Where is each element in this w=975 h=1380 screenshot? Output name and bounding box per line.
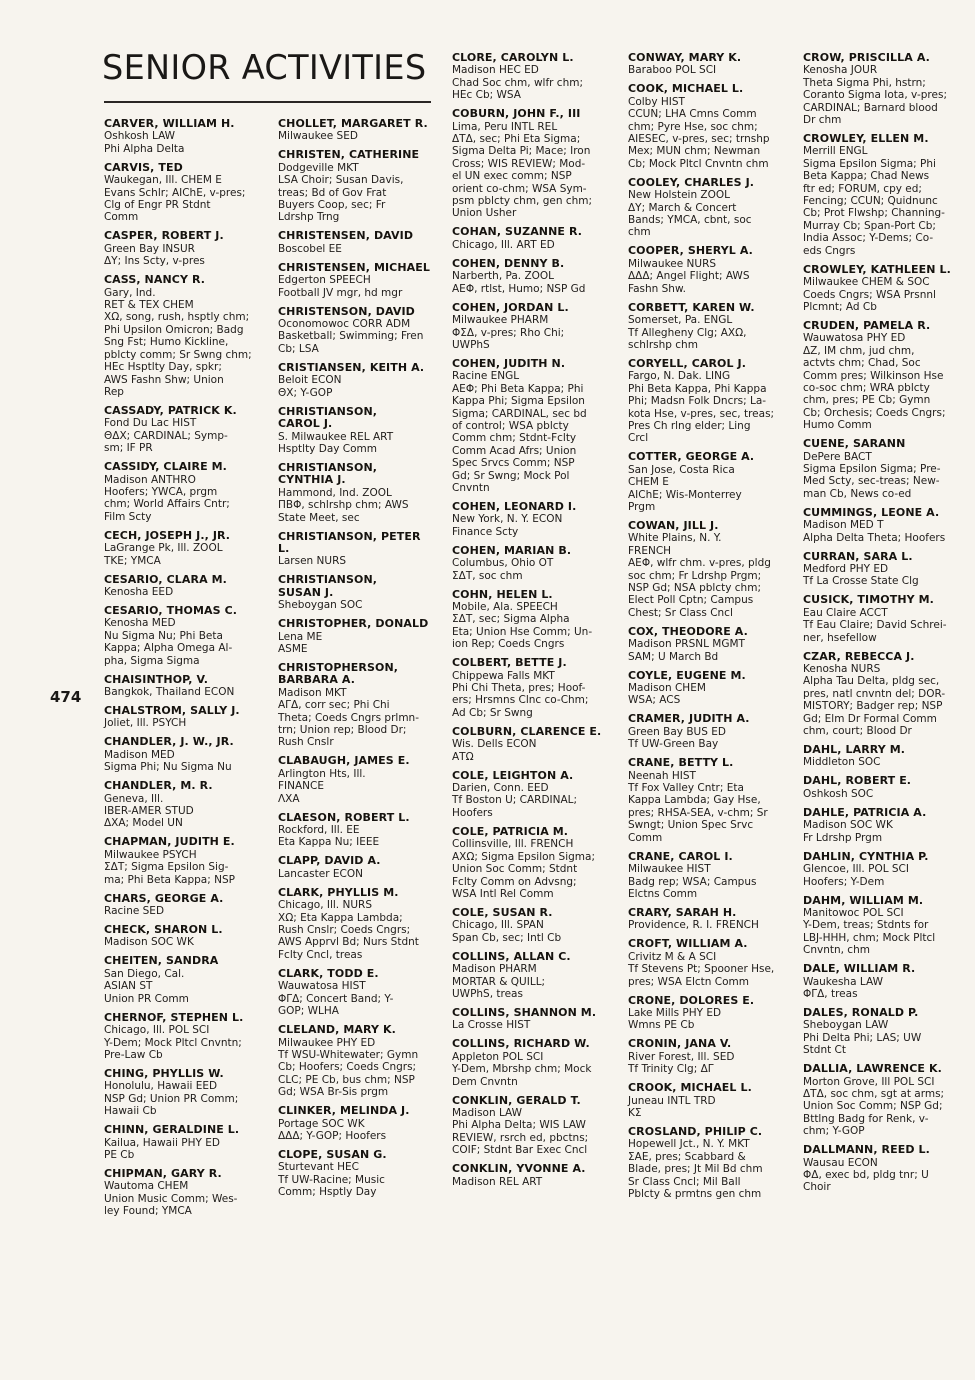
senior-name: CROWLEY, KATHLEEN L. [803, 262, 951, 276]
senior-entry [104, 780, 260, 830]
senior-name: COHEN, JORDAN L. [452, 300, 569, 314]
senior-entry [104, 162, 260, 224]
senior-name: CHRISTENSEN, DAVID [278, 229, 414, 243]
senior-activities-text: Sheboygan SOC [278, 599, 363, 612]
senior-entry [278, 755, 435, 805]
senior-entry [452, 108, 609, 220]
senior-activities-text: Beloit ECON ΘΧ; Y-GOP [278, 374, 342, 399]
column-2 [278, 118, 435, 1205]
senior-activities-text: Madison ANTHRO Hoofers; YWCA, prgm chm; World Affairs Cntr; Film Scty [104, 473, 230, 523]
senior-name: CLORE, CAROLYN L. [452, 51, 574, 64]
senior-activities-text: Madison REL ART [452, 1175, 543, 1188]
senior-activities-text: Sturtevant HEC Tf UW-Racine; Music Comm; Hsptly Day [278, 1161, 385, 1199]
senior-entry [104, 1012, 260, 1062]
senior-entry [628, 995, 785, 1032]
senior-entry [628, 358, 785, 445]
senior-name: DALLMANN, REED L. [803, 1143, 930, 1157]
senior-name: CONWAY, MARY K. [628, 51, 742, 64]
senior-activities-text: Chippewa Falls MKT Phi Chi Theta, pres; Hoof- ers; Hrsmns Clnc co-Chm; Ad Cb; Sr Swng [452, 669, 589, 719]
senior-entry [628, 907, 785, 932]
senior-entry [278, 855, 435, 880]
senior-name: DAHM, WILLIAM M. [803, 893, 924, 907]
column-4 [628, 52, 785, 1207]
senior-entry [803, 594, 960, 644]
senior-activities-text: Medford PHY ED Tf La Crosse State Clg [803, 563, 919, 588]
senior-name: CORBETT, KAREN W. [628, 300, 755, 314]
senior-entry [628, 1126, 785, 1200]
senior-entry [278, 1149, 435, 1199]
senior-entry [104, 605, 260, 667]
senior-name: DAHL, LARRY M. [803, 743, 906, 757]
senior-name: CHRISTIANSON, SUSAN J. [278, 573, 378, 599]
senior-name: COYLE, EUGENE M. [628, 668, 746, 682]
senior-name: CZAR, REBECCA J. [803, 649, 915, 663]
senior-activities-text: San Diego, Cal. ASIAN ST Union PR Comm [104, 967, 189, 1005]
senior-name: CRISTIANSEN, KEITH A. [278, 360, 425, 374]
senior-activities-text: River Forest, Ill. SED Tf Trinity Clg; ΔΓ [628, 1050, 735, 1076]
senior-activities-text: Mobile, Ala. SPEECH ΣΔΤ, sec; Sigma Alpha Eta; Union Hse Comm; Un- ion Rep; Coeds Cngrs [452, 601, 593, 651]
senior-activities-text: Morton Grove, Ill POL SCI ΔΤΔ, soc chm, sgt at arms; Union Soc Comm; NSP Gd; Bttlng Badg for Renk, v- chm; Y-GOP [803, 1075, 945, 1138]
senior-entry [803, 438, 960, 500]
senior-activities-text: Baraboo POL SCI [628, 64, 717, 77]
senior-activities-text: Wautoma CHEM Union Music Comm; Wes- ley Found; YMCA [104, 1180, 238, 1218]
senior-activities-text: Milwaukee CHEM & SOC Coeds Cngrs; WSA Prsnnl Plcmnt; Ad Cb [803, 276, 936, 313]
senior-activities-text: Chicago, Ill. SPAN Span Cb, sec; Intl Cb [452, 919, 562, 944]
senior-activities-text: Juneau INTL TRD ΚΣ [628, 1094, 716, 1119]
senior-activities-text: Narberth, Pa. ZOOL ΑΕΦ, rtlst, Humo; NSP Gd [452, 270, 586, 295]
senior-activities-text: Manitowoc POL SCI Y-Dem, treas; Stdnts for LBJ-HHH, chm; Mock Pltcl Cnvntn, chm [803, 906, 936, 957]
senior-entry [628, 1082, 785, 1119]
senior-name: CHRISTIANSON, PETER L. [278, 529, 421, 555]
senior-entry [104, 574, 260, 599]
senior-entry [452, 226, 609, 251]
senior-name: COOK, MICHAEL L. [628, 82, 744, 96]
senior-activities-text: DePere BACT Sigma Epsilon Sigma; Pre- Med Scty, sec-treas; New- man Cb, News co-ed [803, 450, 941, 500]
senior-entry [628, 626, 785, 663]
senior-name: CHRISTIANSON, CYNTHIA J. [278, 460, 378, 487]
senior-activities-text: Waukesha LAW ΦΓΔ, treas [803, 975, 883, 1000]
senior-activities-text: Bangkok, Thailand ECON [104, 686, 235, 698]
senior-entry [278, 968, 435, 1018]
senior-activities-text: Milwaukee NURS ΔΔΔ; Angel Flight; AWS Fashn Shw. [628, 257, 750, 295]
senior-activities-text: Boscobel EE [278, 242, 342, 255]
senior-entry [278, 574, 435, 611]
senior-name: CECH, JOSEPH J., JR. [104, 528, 231, 542]
senior-name: CRARY, SARAH H. [628, 905, 737, 919]
senior-entry [104, 893, 260, 918]
senior-entry [803, 52, 960, 126]
senior-name: CUSICK, TIMOTHY M. [803, 593, 934, 607]
senior-name: CUENE, SARANN [803, 437, 906, 451]
title-rule [104, 101, 431, 103]
senior-name: COLLINS, RICHARD W. [452, 1037, 590, 1051]
senior-entry [628, 245, 785, 295]
senior-name: CROFT, WILLIAM A. [628, 937, 748, 951]
senior-name: DAHLE, PATRICIA A. [803, 805, 927, 819]
senior-activities-text: Kailua, Hawaii PHY ED PE Cb [104, 1136, 220, 1161]
senior-activities-text: Green Bay BUS ED Tf UW-Green Bay [628, 725, 726, 751]
senior-name: DALES, RONALD P. [803, 1005, 919, 1019]
senior-entry [104, 1124, 260, 1161]
senior-name: COX, THEODORE A. [628, 624, 748, 638]
senior-activities-text: Wauwatosa PHY ED ΔΖ, IM chm, jud chm, actvts chm; Chad, Soc Comm pres; Wilkinson Hse co-soc chm; WRA pblcty chm, pres; PE Cb; Gymn Cb; Orchesis; Coeds Cngrs; Humo Comm [803, 332, 946, 432]
senior-entry [104, 530, 260, 567]
senior-activities-text: Arlington Hts, Ill. FINANCE ΛΧΑ [278, 767, 366, 805]
senior-name: CLELAND, MARY K. [278, 1023, 396, 1037]
senior-entry [803, 133, 960, 257]
senior-name: COHEN, MARIAN B. [452, 543, 572, 557]
senior-name: CRONIN, JANA V. [628, 1037, 732, 1051]
senior-activities-text: Dodgeville MKT LSA Choir; Susan Davis, treas; Bd of Gov Frat Buyers Coop, sec; Fr Ldrshp Trng [278, 161, 404, 224]
senior-name: COHEN, LEONARD I. [452, 499, 577, 513]
senior-entry [278, 812, 435, 849]
senior-name: COTTER, GEORGE A. [628, 450, 755, 464]
senior-activities-text: Lancaster ECON [278, 867, 363, 880]
senior-entry [278, 1105, 435, 1142]
senior-activities-text: Chicago, Ill. POL SCI Y-Dem; Mock Pltcl Cnvntn; Pre-Law Cb [104, 1024, 242, 1061]
senior-entry [452, 302, 609, 352]
senior-entry [452, 501, 609, 538]
senior-entry [452, 1095, 609, 1157]
senior-entry [628, 938, 785, 988]
senior-activities-text: Madison PHARM MORTAR & QUILL; UWPhS, treas [452, 963, 546, 1000]
senior-activities-text: Middleton SOC [803, 756, 881, 769]
senior-name: COBURN, JOHN F., III [452, 107, 581, 121]
senior-entry [104, 836, 260, 886]
senior-activities-text: Waukegan, Ill. CHEM E Evans Schlr; AIChE, v-pres; Clg of Engr PR Stdnt Comm [104, 174, 246, 224]
senior-entry [628, 757, 785, 844]
senior-entry [452, 726, 609, 763]
senior-name: COLE, SUSAN R. [452, 905, 553, 919]
senior-name: CESARIO, CLARA M. [104, 572, 227, 586]
senior-activities-text: Madison LAW Phi Alpha Delta; WIS LAW REVIEW, rsrch ed, pbctns; COIF; Stdnt Bar Exec Cncl [452, 1106, 589, 1157]
senior-name: COLE, PATRICIA M. [452, 824, 569, 838]
senior-activities-text: Milwaukee PSYCH ΣΔΤ; Sigma Epsilon Sig- ma; Phi Beta Kappa; NSP [104, 848, 235, 886]
senior-activities-text: Neenah HIST Tf Fox Valley Cntr; Eta Kappa Lambda; Gay Hse, pres; RHSA-SEA, v-chm; Sr Swngt; Union Spec Srvc Comm [628, 769, 768, 844]
senior-activities-text: White Plains, N. Y. FRENCH ΑΕΦ, wlfr chm. v-pres, pldg soc chm; Fr Ldrshp Prgm; NSP Gd; NSA pblcty chm; Elect Poll Cptn; Campus Chest; Sr Class Cncl [628, 532, 771, 619]
senior-name: CARVER, WILLIAM H. [104, 117, 235, 130]
senior-activities-text: Collinsville, Ill. FRENCH ΑΧΩ; Sigma Epsilon Sigma; Union Soc Comm; Stdnt Fclty Comm on Advsng; WSA Intl Rel Comm [452, 838, 595, 900]
senior-name: COHEN, DENNY B. [452, 256, 565, 270]
senior-entry [278, 662, 435, 749]
senior-name: CHRISTENSEN, MICHAEL [278, 260, 430, 274]
senior-name: CLOPE, SUSAN G. [278, 1147, 387, 1161]
senior-name: COOLEY, CHARLES J. [628, 175, 755, 189]
senior-name: CRUDEN, PAMELA R. [803, 318, 931, 332]
senior-name: DALE, WILLIAM R. [803, 962, 916, 976]
senior-entry [278, 262, 435, 299]
senior-name: CASPER, ROBERT J. [104, 229, 224, 243]
senior-entry [628, 52, 785, 77]
senior-activities-text: Chicago, Ill. ART ED [452, 238, 555, 251]
senior-activities-text: Crivitz M & A SCI Tf Stevens Pt; Spooner Hse, pres; WSA Elctn Comm [628, 950, 775, 988]
senior-entry [628, 713, 785, 750]
senior-activities-text: Wausau ECON ΦΔ, exec bd, pldg tnr; U Choir [803, 1156, 929, 1194]
senior-entry [104, 705, 260, 730]
senior-entry [278, 531, 435, 568]
senior-entry [803, 1063, 960, 1137]
senior-activities-text: New York, N. Y. ECON Finance Scty [452, 513, 563, 538]
senior-name: CONKLIN, GERALD T. [452, 1093, 581, 1107]
senior-name: CHRISTOPHERSON, BARBARA A. [278, 660, 399, 687]
senior-name: DALLIA, LAWRENCE K. [803, 1062, 942, 1076]
senior-name: CLINKER, MELINDA J. [278, 1104, 410, 1118]
senior-entry [803, 551, 960, 588]
senior-entry [278, 887, 435, 961]
senior-activities-text: La Crosse HIST [452, 1019, 531, 1032]
senior-entry [278, 306, 435, 356]
page-title: SENIOR ACTIVITIES [102, 48, 427, 87]
senior-name: CASSADY, PATRICK K. [104, 403, 237, 417]
page-number: 474 [50, 688, 82, 706]
senior-name: CROOK, MICHAEL L. [628, 1081, 752, 1095]
senior-activities-text: Green Bay INSUR ΔΥ; Ins Scty, v-pres [104, 242, 205, 268]
senior-name: CASS, NANCY R. [104, 273, 205, 287]
senior-name: CHANDLER, M. R. [104, 779, 213, 793]
senior-name: CLARK, PHYLLIS M. [278, 885, 399, 899]
senior-activities-text: Darien, Conn. EED Tf Boston U; CARDINAL; Hoofers [452, 782, 578, 819]
senior-activities-text: Racine SED [104, 905, 165, 918]
senior-name: CASSIDY, CLAIRE M. [104, 460, 227, 474]
senior-activities-text: Madison MED Sigma Phi; Nu Sigma Nu [104, 748, 232, 774]
senior-activities-text: Colby HIST CCUN; LHA Cmns Comm chm; Pyre Hse, soc chm; AIESEC, v-pres, sec; trnshp Mex; MUN chm; Newman Cb; Mock Pltcl Cnvntn chm [628, 95, 770, 170]
senior-entry [628, 1038, 785, 1075]
senior-entry [278, 462, 435, 524]
senior-entry [452, 358, 609, 494]
senior-activities-text: Appleton POL SCI Y-Dem, Mbrshp chm; Mock Dem Cnvntn [452, 1050, 592, 1088]
senior-entry [803, 264, 960, 314]
senior-name: CHRISTENSON, DAVID [278, 304, 415, 318]
senior-entry [803, 807, 960, 844]
senior-name: CHEITEN, SANDRA [104, 954, 219, 968]
senior-entry [104, 461, 260, 523]
senior-entry [803, 651, 960, 738]
senior-name: CHECK, SHARON L. [104, 923, 223, 937]
senior-name: CHANDLER, J. W., JR. [104, 735, 234, 749]
senior-activities-text: Oshkosh LAW Phi Alpha Delta [104, 130, 185, 155]
senior-entry [452, 826, 609, 900]
senior-name: COLLINS, SHANNON M. [452, 1005, 597, 1019]
senior-name: CONKLIN, YVONNE A. [452, 1162, 586, 1176]
senior-activities-text: Chicago, Ill. NURS ΧΩ; Eta Kappa Lambda; Rush Cnslr; Coeds Cngrs; AWS Apprvl Bd; Nurs Stdnt Fclty Cncl, treas [278, 899, 419, 961]
senior-activities-text: Portage SOC WK ΔΔΔ; Y-GOP; Hoofers [278, 1117, 387, 1142]
senior-activities-text: Merrill ENGL Sigma Epsilon Sigma; Phi Beta Kappa; Chad News ftr ed; FORUM, cpy ed; Fencing; CCUN; Quidnunc Cb; Prot Flwshp; Channing- Murray Cb; Span-Port Cb; India Assoc; Y-Dems; Co- eds Cngrs [803, 145, 945, 257]
senior-entry [104, 1068, 260, 1118]
senior-entry [104, 674, 260, 699]
senior-name: CHIPMAN, GARY R. [104, 1166, 222, 1180]
senior-entry [278, 618, 435, 655]
senior-name: CHALSTROM, SALLY J. [104, 704, 240, 717]
senior-activities-text: Kenosha NURS Alpha Tau Delta, pldg sec, pres, natl cnvntn del; DOR- MISTORY; Badger rep; NSP Gd; Elm Dr Formal Comm chm, court; Blood Dr [803, 663, 946, 738]
senior-activities-text: Sheboygan LAW Phi Delta Phi; LAS; UW Stdnt Ct [803, 1019, 922, 1057]
senior-activities-text: New Holstein ZOOL ΔΥ; March & Concert Bands; YMCA, cbnt, soc chm [628, 189, 752, 239]
senior-name: CHRISTOPHER, DONALD [278, 617, 429, 631]
senior-activities-text: Madison HEC ED Chad Soc chm, wlfr chm; HEc Cb; WSA [452, 64, 584, 102]
senior-entry [803, 775, 960, 800]
senior-activities-text: Glencoe, Ill. POL SCI Hoofers; Y-Dem [803, 863, 909, 888]
senior-name: DAHLIN, CYNTHIA P. [803, 849, 929, 863]
senior-activities-text: Madison CHEM WSA; ACS [628, 682, 706, 707]
senior-entry [104, 924, 260, 949]
column-1 [104, 118, 260, 1224]
senior-activities-text: Wauwatosa HIST ΦΓΔ; Concert Band; Y- GOP; WLHA [278, 980, 394, 1018]
senior-name: CURRAN, SARA L. [803, 549, 913, 563]
senior-entry [452, 1038, 609, 1088]
senior-name: COHAN, SUZANNE R. [452, 225, 583, 239]
column-3 [452, 52, 609, 1195]
senior-activities-text: Providence, R. I. FRENCH [628, 919, 759, 932]
senior-entry [628, 670, 785, 707]
senior-activities-text: Milwaukee HIST Badg rep; WSA; Campus Elctns Comm [628, 863, 757, 900]
senior-entry [452, 52, 609, 102]
senior-name: CLARK, TODD E. [278, 966, 379, 980]
senior-entry [104, 230, 260, 267]
senior-name: CROSLAND, PHILIP C. [628, 1124, 763, 1138]
senior-name: COLBURN, CLARENCE E. [452, 724, 602, 738]
senior-activities-text: Kenosha MED Nu Sigma Nu; Phi Beta Kappa; Alpha Omega Al- pha, Sigma Sigma [104, 617, 233, 667]
senior-entry [104, 955, 260, 1005]
column-5 [803, 52, 960, 1200]
senior-activities-text: Joliet, Ill. PSYCH [104, 717, 187, 730]
senior-entry [803, 320, 960, 432]
senior-name: CRAMER, JUDITH A. [628, 712, 750, 726]
senior-name: CARVIS, TED [104, 160, 183, 174]
senior-entry [803, 1144, 960, 1194]
senior-name: COLBERT, BETTE J. [452, 656, 567, 670]
senior-activities-text: Milwaukee PHY ED Tf WSU-Whitewater; Gymn Cb; Hoofers; Coeds Cngrs; CLC; PE Cb, bus chm; NSP Gd; WSA Br-Sis prgm [278, 1036, 419, 1099]
senior-activities-text: Kenosha JOUR Theta Sigma Phi, hstrn; Coranto Sigma Iota, v-pres; CARDINAL; Barnard blood Dr chm [803, 64, 947, 127]
senior-entry [628, 520, 785, 619]
senior-entry [278, 118, 435, 143]
senior-entry [803, 507, 960, 544]
senior-name: COLLINS, ALLAN C. [452, 949, 571, 963]
senior-entry [278, 149, 435, 223]
senior-name: CHRISTIANSON, CAROL J. [278, 404, 378, 431]
senior-activities-text: Madison PRSNL MGMT SAM; U March Bd [628, 638, 745, 663]
senior-activities-text: Edgerton SPEECH Football JV mgr, hd mgr [278, 274, 403, 299]
senior-activities-text: Oconomowoc CORR ADM Basketball; Swimming; Fren Cb; LSA [278, 318, 424, 355]
senior-activities-text: Rockford, Ill. EE Eta Kappa Nu; IEEE [278, 824, 380, 849]
senior-entry [104, 118, 260, 155]
senior-activities-text: Kenosha EED [104, 585, 174, 598]
senior-activities-text: Lena ME ASME [278, 630, 323, 655]
senior-activities-text: Lake Mills PHY ED Wmns PE Cb [628, 1006, 722, 1032]
senior-activities-text: Somerset, Pa. ENGL Tf Allegheny Clg; ΑΧΩ, schlrshp chm [628, 314, 747, 351]
senior-activities-text: S. Milwaukee REL ART Hsptlty Day Comm [278, 430, 394, 455]
senior-entry [452, 907, 609, 944]
senior-activities-text: Fargo, N. Dak. LING Phi Beta Kappa, Phi Kappa Phi; Madsn Folk Dncrs; La- kota Hse, v-pres, sec, treas; Pres Ch rlng elder; Ling Crcl [628, 370, 775, 445]
senior-activities-text: Milwaukee PHARM ΦΣΔ, v-pres; Rho Chi; UWPhS [452, 314, 565, 351]
senior-name: COOPER, SHERYL A. [628, 244, 753, 258]
senior-activities-text: Hopewell Jct., N. Y. MKT ΣΑΕ, pres; Scabbard & Blade, pres; Jt Mil Bd chm Sr Class Cncl; Mil Ball Pblcty & prmtns gen chm [628, 1138, 763, 1200]
senior-name: CHINN, GERALDINE L. [104, 1123, 240, 1137]
senior-activities-text: Racine ENGL ΑΕΦ; Phi Beta Kappa; Phi Kappa Phi; Sigma Epsilon Sigma; CARDINAL, sec bd of control; WSA pblcty Comm chm; Stdnt-Fclty Comm Acad Afrs; Union Spec Srvcs Comm; NSP Gd; Sr Swng; Mock Pol Cnvntn [452, 370, 587, 494]
senior-name: CRONE, DOLORES E. [628, 993, 755, 1007]
senior-entry [628, 451, 785, 513]
senior-activities-text: Madison SOC WK Fr Ldrshp Prgm [803, 819, 893, 844]
senior-name: CHRISTEN, CATHERINE [278, 148, 420, 162]
senior-activities-text: Gary, Ind. RET & TEX CHEM ΧΩ, song, rush, hsptly chm; Phi Upsilon Omicron; Badg Sng Fst; Humo Kickline, pblcty comm; Sr Swng chm; HEc Hsptlty Day, spkr; AWS Fashn Shw; Union Rep [104, 286, 252, 398]
senior-activities-text: Lima, Peru INTL REL ΔΤΔ, sec; Phi Eta Sigma; Sigma Delta Pi; Mace; Iron Cross; WIS REVIEW; Mod- el UN exec comm; NSP orient co-chm; WSA Sym- psm pblcty chm, gen chm; Union Usher [452, 120, 593, 220]
senior-activities-text: Fond Du Lac HIST ΘΔΧ; CARDINAL; Symp- sm; IF PR [104, 417, 228, 455]
senior-entry [278, 230, 435, 255]
senior-name: CHARS, GEORGE A. [104, 891, 224, 905]
senior-activities-text: Madison MED T Alpha Delta Theta; Hoofers [803, 519, 946, 544]
senior-activities-text: Madison MKT ΑΓΔ, corr sec; Phi Chi Theta; Coeds Cngrs prlmn- trn; Union rep; Blood Dr; Rush Cnslr [278, 686, 419, 749]
senior-name: CHERNOF, STEPHEN L. [104, 1010, 244, 1024]
senior-entry [452, 1163, 609, 1188]
senior-name: CRANE, BETTY L. [628, 756, 734, 770]
senior-entry [452, 1007, 609, 1032]
senior-activities-text: Eau Claire ACCT Tf Eau Claire; David Schrei- ner, hsefellow [803, 606, 947, 644]
senior-activities-text: Columbus, Ohio OT ΣΔΤ, soc chm [452, 557, 554, 582]
senior-entry [803, 851, 960, 888]
senior-name: CHOLLET, MARGARET R. [278, 117, 428, 130]
senior-activities-text: Oshkosh SOC [803, 787, 874, 800]
senior-name: CLABAUGH, JAMES E. [278, 754, 410, 768]
senior-activities-text: Hammond, Ind. ZOOL ΠΒΦ, schlrshp chm; AWS State Meet, sec [278, 486, 409, 524]
senior-name: CUMMINGS, LEONE A. [803, 505, 940, 519]
senior-entry [104, 1168, 260, 1218]
senior-entry [278, 362, 435, 399]
senior-activities-text: San Jose, Costa Rica CHEM E AIChE; Wis-Monterrey Prgm [628, 463, 742, 513]
senior-entry [104, 736, 260, 773]
senior-name: CHING, PHYLLIS W. [104, 1066, 224, 1080]
senior-name: CORYELL, CAROL J. [628, 356, 747, 370]
senior-name: DAHL, ROBERT E. [803, 774, 912, 788]
senior-name: CESARIO, THOMAS C. [104, 603, 238, 617]
senior-entry [452, 258, 609, 295]
senior-entry [278, 406, 435, 456]
senior-name: CROWLEY, ELLEN M. [803, 132, 929, 146]
senior-activities-text: LaGrange Pk, Ill. ZOOL ΤΚΕ; YMCA [104, 542, 223, 567]
senior-entry [452, 951, 609, 1001]
senior-name: CLAPP, DAVID A. [278, 854, 381, 868]
senior-entry [278, 1024, 435, 1098]
senior-entry [452, 545, 609, 582]
senior-name: CROW, PRISCILLA A. [803, 51, 930, 64]
senior-entry [452, 657, 609, 719]
senior-entry [803, 744, 960, 769]
senior-name: CLAESON, ROBERT L. [278, 810, 410, 824]
senior-name: CHAISINTHOP, V. [104, 672, 208, 686]
senior-activities-text: Geneva, Ill. IBER-AMER STUD ΔΧΑ; Model UN [104, 792, 194, 830]
senior-entry [452, 589, 609, 651]
senior-entry [628, 177, 785, 239]
senior-entry [803, 895, 960, 957]
senior-name: COHEN, JUDITH N. [452, 356, 566, 370]
senior-entry [452, 770, 609, 820]
senior-entry [104, 274, 260, 398]
senior-entry [628, 83, 785, 170]
senior-entry [628, 851, 785, 901]
senior-entry [104, 405, 260, 455]
senior-activities-text: Wis. Dells ECON ΑΤΩ [452, 738, 537, 763]
senior-entry [628, 302, 785, 352]
senior-entry [803, 963, 960, 1000]
senior-name: COLE, LEIGHTON A. [452, 768, 574, 782]
senior-name: CHAPMAN, JUDITH E. [104, 835, 235, 849]
senior-name: COHN, HELEN L. [452, 587, 553, 601]
senior-activities-text: Honolulu, Hawaii EED NSP Gd; Union PR Comm; Hawaii Cb [104, 1080, 239, 1118]
senior-activities-text: Larsen NURS [278, 555, 347, 568]
senior-name: CRANE, CAROL I. [628, 849, 733, 863]
senior-entry [803, 1007, 960, 1057]
senior-activities-text: Madison SOC WK [104, 936, 194, 949]
senior-name: COWAN, JILL J. [628, 518, 719, 532]
senior-activities-text: Milwaukee SED [278, 130, 358, 143]
